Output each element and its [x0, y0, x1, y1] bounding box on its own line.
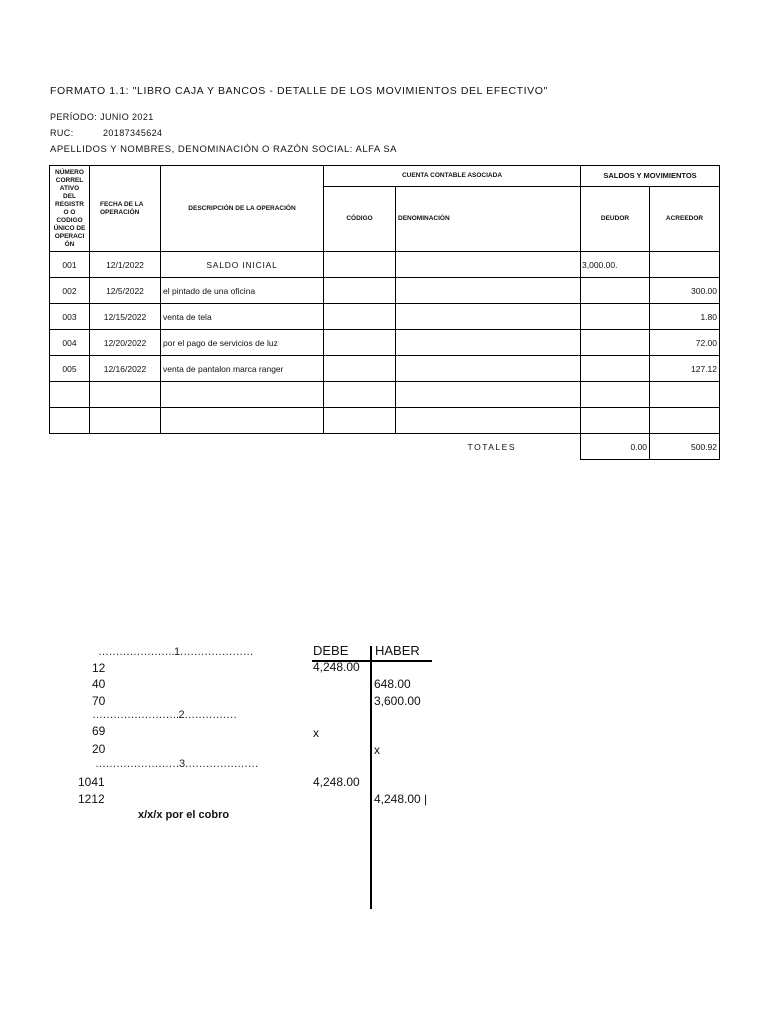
table-row: [50, 356, 720, 382]
header-numero-line: DEL: [63, 192, 76, 200]
cell-codigo: [324, 252, 396, 278]
cell-fecha: 12/1/2022: [90, 252, 161, 278]
total-acreedor: 500.92: [650, 434, 720, 460]
razon-social: APELLIDOS Y NOMBRES, DENOMINACIÓN O RAZÓN SOCIAL: ALFA SA: [50, 144, 398, 155]
entry-account: 70: [92, 694, 106, 708]
entry-haber: x: [374, 743, 380, 757]
cell-denominacion: [396, 304, 581, 330]
cell-deudor: [581, 330, 650, 356]
cell-acreedor: 72.00: [650, 330, 720, 356]
header-cuenta-contable: CUENTA CONTABLE ASOCIADA: [324, 166, 581, 187]
entry-account: 1212: [78, 792, 105, 806]
entry-separator-2: …………………….2……………: [92, 709, 237, 721]
cell-codigo: [324, 304, 396, 330]
header-numero-line: REGISTR: [55, 200, 84, 208]
totals-row: [50, 434, 720, 460]
totales-label: TOTALES: [467, 441, 516, 452]
ledger-table: [49, 165, 720, 460]
header-acreedor: ACREEDOR: [650, 187, 720, 252]
entry-debe: x: [313, 726, 319, 740]
header-numero-correlativo: [50, 166, 90, 252]
debe-heading: DEBE: [313, 643, 349, 658]
cell-deudor: [581, 304, 650, 330]
header-saldos-movimientos: SALDOS Y MOVIMIENTOS: [581, 166, 720, 187]
cell-denominacion: [396, 278, 581, 304]
cell-acreedor: [650, 252, 720, 278]
cell-denominacion: [396, 330, 581, 356]
header-numero-line: ATIVO: [59, 184, 80, 192]
ruc-line: [50, 128, 163, 138]
cell-numero: 004: [50, 330, 90, 356]
cell-empty: [650, 408, 720, 434]
cell-empty: [161, 382, 324, 408]
entry-separator-1: ………………….1…………………: [98, 646, 254, 658]
entry-debe: 4,248.00: [313, 775, 360, 789]
haber-heading: HABER: [375, 643, 420, 658]
entry-account: 69: [92, 724, 106, 738]
cell-numero: 005: [50, 356, 90, 382]
cell-numero: 003: [50, 304, 90, 330]
document-title: FORMATO 1.1: "LIBRO CAJA Y BANCOS - DETALLE DE LOS MOVIMIENTOS DEL EFECTIVO": [50, 85, 548, 97]
entry-glosa: x/x/x por el cobro: [138, 809, 230, 821]
header-numero-line: O O: [63, 208, 76, 216]
cell-empty: [90, 408, 161, 434]
total-deudor: 0.00: [581, 434, 650, 460]
table-row: [50, 304, 720, 330]
entry-account: 20: [92, 742, 106, 756]
header-numero-line: CODIGO: [56, 216, 83, 224]
cell-empty: [324, 382, 396, 408]
cell-empty: [650, 382, 720, 408]
cell-codigo: [324, 330, 396, 356]
cell-empty: [581, 408, 650, 434]
cell-codigo: [324, 278, 396, 304]
header-descripcion: DESCRIPCIÓN DE LA OPERACIÓN: [161, 166, 324, 252]
cell-descripcion: SALDO INICIAL: [161, 252, 324, 278]
cell-denominacion: [396, 252, 581, 278]
table-row-empty: [50, 382, 720, 408]
cell-empty: [50, 382, 90, 408]
cell-empty: [396, 382, 581, 408]
entry-account: 1041: [78, 775, 105, 789]
cell-deudor: 3,000.00.: [581, 252, 650, 278]
cell-deudor: [581, 278, 650, 304]
cell-empty: [581, 382, 650, 408]
header-numero-line: OPERACI: [54, 232, 85, 240]
table-row: [50, 278, 720, 304]
header-fecha: FECHA DE LA OPERACIÓN: [90, 166, 161, 252]
t-account-vertical-line: [370, 646, 372, 909]
cell-acreedor: 300.00: [650, 278, 720, 304]
entry-account: 40: [92, 677, 106, 691]
table-row: [50, 252, 720, 278]
cell-descripcion: venta de pantalon marca ranger: [161, 356, 324, 382]
cell-denominacion: [396, 356, 581, 382]
cell-codigo: [324, 356, 396, 382]
entry-debe: 4,248.00: [313, 660, 360, 674]
table-row: [50, 330, 720, 356]
periodo-label: PERÍODO: JUNIO 2021: [50, 112, 154, 122]
entry-separator-3: ……………………3…………………: [95, 758, 259, 770]
header-codigo: CÓDIGO: [324, 187, 396, 252]
ruc-value: 20187345624: [103, 128, 163, 138]
cell-numero: 001: [50, 252, 90, 278]
header-denominacion: DENOMINACIÓN: [396, 187, 581, 252]
cell-descripcion: por el pago de servicios de luz: [161, 330, 324, 356]
cell-fecha: 12/20/2022: [90, 330, 161, 356]
header-numero-line: CORREL: [55, 176, 84, 184]
cell-acreedor: 127.12: [650, 356, 720, 382]
ruc-label: RUC:: [50, 128, 74, 138]
cell-fecha: 12/15/2022: [90, 304, 161, 330]
cell-empty: [396, 408, 581, 434]
entry-haber: 4,248.00 |: [374, 792, 428, 806]
entry-haber: 3,600.00: [374, 694, 421, 708]
cell-empty: [161, 408, 324, 434]
entry-haber: 648.00: [374, 677, 411, 691]
cell-empty: [90, 382, 161, 408]
cell-fecha: 12/16/2022: [90, 356, 161, 382]
header-numero-line: ÚNICO DE: [53, 224, 86, 232]
cell-descripcion: venta de tela: [161, 304, 324, 330]
header-numero-line: ÓN: [64, 240, 75, 248]
cell-descripcion: el pintado de una oficina: [161, 278, 324, 304]
cell-empty: [50, 408, 90, 434]
header-deudor: DEUDOR: [581, 187, 650, 252]
cell-deudor: [581, 356, 650, 382]
table-row-empty: [50, 408, 720, 434]
cell-acreedor: 1.80: [650, 304, 720, 330]
entry-account: 12: [92, 661, 106, 675]
cell-fecha: 12/5/2022: [90, 278, 161, 304]
header-numero-line: NÚMERO: [55, 168, 84, 176]
cell-numero: 002: [50, 278, 90, 304]
cell-empty: [324, 408, 396, 434]
